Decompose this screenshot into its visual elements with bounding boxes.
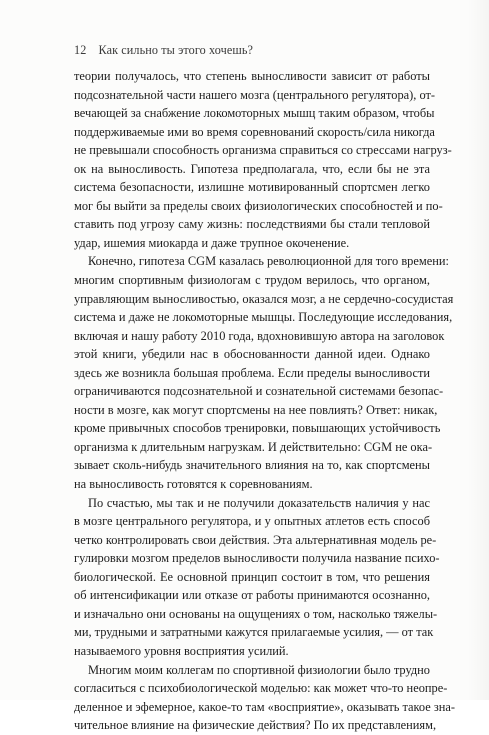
text-line: Многим моим коллегам по спортивной физиологии было трудно: [88, 662, 430, 677]
text-line: управляющим выносливостью, оказался мозг, а не сердечно-сосудистая: [74, 291, 454, 306]
text-line: и изначально они основаны на ощущениях о том, насколько тяжелы-: [74, 606, 438, 621]
text-line: удар, ишемия миокарда и даже трупное окоченение.: [74, 235, 350, 250]
paragraph: [74, 494, 440, 661]
text-line: Конечно, гипотеза CGM казалась революционной для того времени:: [88, 254, 449, 269]
text-line: организма к длительным нагрузкам. И действительно: CGM не ока-: [74, 439, 433, 454]
text-line: не превышали способность организма справиться со стрессами нагруз-: [74, 143, 452, 158]
text-line: в мозге центрального регулятора, и у опытных атлетов есть способ: [74, 514, 430, 529]
text-line: многим спортивным физиологам с трудом верилось, что органом,: [74, 273, 430, 288]
paragraph: [74, 252, 454, 493]
text-line: подсознательной части нашего мозга (центрального регулятора), от-: [74, 87, 436, 102]
text-line: система и даже не локомоторные мышцы. Последующие исследования,: [74, 310, 453, 325]
text-line: об интенсификации или отказе от работы принимаются осознанно,: [74, 588, 430, 603]
text-line: ставить под угрозу саму жизнь: последствиями бы стали тепловой: [74, 217, 430, 232]
text-line: на выносливость готовятся к соревнованиям.: [74, 477, 313, 492]
running-header: [74, 43, 253, 58]
paragraph: [74, 661, 456, 735]
text-line: здесь же возникла большая проблема. Если пределы выносливости: [74, 365, 430, 380]
text-line: вечающей за снабжение локомоторных мышц таким образом, чтобы: [74, 106, 435, 121]
text-line: чительное влияние на физические действия? По их представлениям,: [74, 718, 437, 733]
text-line: согласиться с психобиологической моделью: как может что-то неопре-: [74, 681, 448, 696]
text-line: гулировки мозгом пределов выносливости получила название психо-: [74, 551, 440, 566]
text-line: ок на выносливость. Гипотеза предполагала, что, если бы не эта: [74, 161, 430, 176]
text-line: четко контролировать свои действия. Эта альтернативная модель ре-: [74, 532, 437, 547]
body-text: [74, 67, 456, 735]
text-line: ми, трудными и затратными кажутся прилагаемые усилия, — от так: [74, 625, 434, 640]
text-line: биологической. Ее основной принцип состоит в том, что решения: [74, 569, 430, 584]
text-line: этой книги, убедили нас в обоснованности данной идеи. Однако: [74, 347, 430, 362]
text-line: ности в мозге, как могут спортсмены на нее повлиять? Ответ: никак,: [74, 402, 438, 417]
text-line: зывает сколь-нибудь значительного влияния на то, как спортсмены: [74, 458, 430, 473]
text-line: По счастью, мы так и не получили доказательств наличия у нас: [88, 495, 430, 510]
text-line: кроме привычных способов тренировки, повышающих устойчивость: [74, 421, 441, 436]
text-line: теории получалось, что степень выносливости зависит от работы: [74, 69, 430, 83]
page-edge-shadow: [467, 0, 489, 700]
text-line: деленное и эфемерное, какое-то там «восприятие», оказывать такое зна-: [74, 699, 456, 714]
text-line: поддерживаемые ими во время соревнований скорость/сила никогда: [74, 124, 435, 139]
text-line: включая и нашу работу 2010 года, вдохновившую автора на заголовок: [74, 328, 445, 343]
text-line: ограничиваются подсознательной и сознательной системами безопас-: [74, 384, 444, 399]
paragraph: [74, 67, 452, 252]
text-line: называемого уровня восприятия усилий.: [74, 643, 289, 658]
running-title: Как сильно ты этого хочешь?: [98, 43, 254, 57]
text-line: мог бы выйти за пределы своих физиологических способностей и по-: [74, 198, 443, 213]
text-line: система безопасности, излишне мотивированный спортсмен легко: [74, 180, 430, 195]
page-number: 12: [74, 43, 87, 57]
